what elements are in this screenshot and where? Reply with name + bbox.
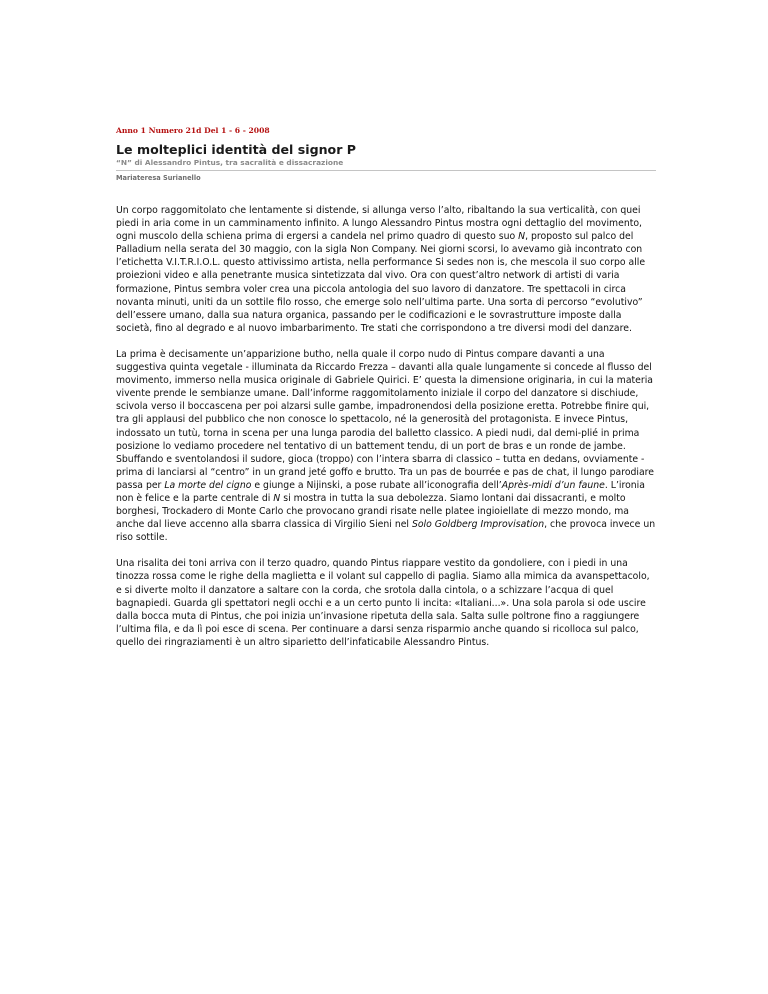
paragraph-2-text-a: La prima è decisamente un’apparizione butho, nella quale il corpo nudo di Pintus compare davanti a una suggestiva quinta vegetale - illuminata da Riccardo Frezza – davanti alla quale lungamente si concede al flusso del movimento, immerso nella musica originale di Gabriele Quirici. E’ questa la dimensione originaria, in cui la materia vivente prende le sembianze umane. Dall’informe raggomitolamento iniziale il corpo del danzatore si dischiude, scivola verso il boccascena per poi alzarsi sulle gambe, impadronendosi della posizione eretta. Potrebbe finire qui, tra gli applausi del pubblico che non conosce lo spettacolo, né la generosità del protagonista. E invece Pintus, indossato un tutù, torna in scena per una lunga parodia del balletto classico. A piedi nudi, dal demi-plié in prima posizione lo vediamo procedere nel tentativo di un battement tendu, di un port de bras e un ronde de jambe. Sbuffando e sventolandosi il sudore, gioca (troppo) con l’intera sbarra di classico – tutta en dedans, ovviamente - prima di lanciarsi al “centro” in un grand jeté goffo e brutto. Tra un pas de bourrée e pas de chat, il lungo parodiare passa per xyxy=(116,348,655,491)
work-title-cigno: La morte del cigno xyxy=(164,479,252,491)
article-subtitle: “N” di Alessandro Pintus, tra sacralità e dissacrazione xyxy=(116,158,344,167)
paragraph-2-text-d: si mostra in tutta la sua debolezza. Siamo lontani dai dissacranti, e molto borghesi, Trockadero di Monte Carlo che provocano grandi risate nelle platee ingioiellate di mezzo mondo, ma anche dal lieve accenno alla sbarra classica di Virgilio Sieni nel xyxy=(116,492,629,531)
article-title: Le molteplici identità del signor P xyxy=(116,142,357,157)
paragraph-2-text-c: . L’ironia non è felice e la parte centrale di xyxy=(116,479,645,504)
paragraph-1 xyxy=(116,204,656,335)
work-title-faune: Après-midi d’un faune xyxy=(501,479,605,491)
work-title-goldberg: Solo Goldberg Improvisation xyxy=(411,519,545,531)
work-title-n: N xyxy=(518,231,526,243)
paragraph-2-text-e: , che provoca invece un riso sottile. xyxy=(116,519,656,544)
paragraph-1-text-b: , proposto sul palco del Palladium nella serata del 30 maggio, con la sigla Non Company. Nei giorni scorsi, lo avevamo già incontrato con l’etichetta V.I.T.R.I.O.L. questo attivissimo artista, nella performance Si sedes non is, che mescola il suo corpo alle proiezioni video e alla penetrante musica sintetizzata dal vivo. Ora con quest’altro network di artisti di varia formazione, Pintus sembra voler crea una piccola antologia del suo lavoro di danzatore. Tre spettacoli in circa novanta minuti, uniti da un sottile filo rosso, che emerge solo nell’ultima parte. Una sorta di percorso “evolutivo” dell’essere umano, dalla sua natura organica, passando per le codificazioni e le sovrastrutture imposte dalla società, fino al degrado e al nuovo imbarbarimento. Tre stati che corrispondono a tre diversi modi del danzare. xyxy=(116,231,646,334)
issue-line: Anno 1 Numero 21d Del 1 - 6 - 2008 xyxy=(116,126,270,135)
work-title-n-2: N xyxy=(273,492,281,504)
paragraph-1-text-a: Un corpo raggomitolato che lentamente si distende, si allunga verso l’alto, ribaltando la sua verticalità, con quei piedi in aria come in un camminamento infinito. A lungo Alessandro Pintus mostra ogni dettaglio del movimento, ogni muscolo della schiena prima di ergersi a candela nel primo quadro di questo suo xyxy=(116,205,643,243)
article-page xyxy=(116,126,656,662)
article-author: Mariateresa Surianello xyxy=(116,174,201,182)
paragraph-2 xyxy=(116,348,656,544)
paragraph-3: Una risalita dei toni arriva con il terzo quadro, quando Pintus riappare vestito da gondoliere, con i piedi in una tinozza rossa come le righe della maglietta e il volant sul cappello di paglia. Siamo alla mimica da avanspettacolo, e si diverte molto il danzatore a saltare con la corda, che srotola dalla cintola, o a schizzare l’acqua di quel bagnapiedi. Guarda gli spettatori negli occhi e a un certo punto li incita: «Italiani...». Una sola parola si ode uscire dalla bocca muta di Pintus, che poi inizia un’invasione ripetuta della sala. Salta sulle poltrone fino a raggiungere l’ultima fila, e da lì poi esce di scena. Per continuare a darsi senza risparmio anche quando si ricolloca sul palco, quello dei ringraziamenti è un altro siparietto dell’infaticabile Alessandro Pintus. xyxy=(116,558,650,648)
article-body xyxy=(116,204,656,649)
paragraph-2-text-b: e giunge a Nijinski, a pose rubate all’iconografia dell’ xyxy=(251,479,502,491)
header-divider xyxy=(116,170,656,171)
